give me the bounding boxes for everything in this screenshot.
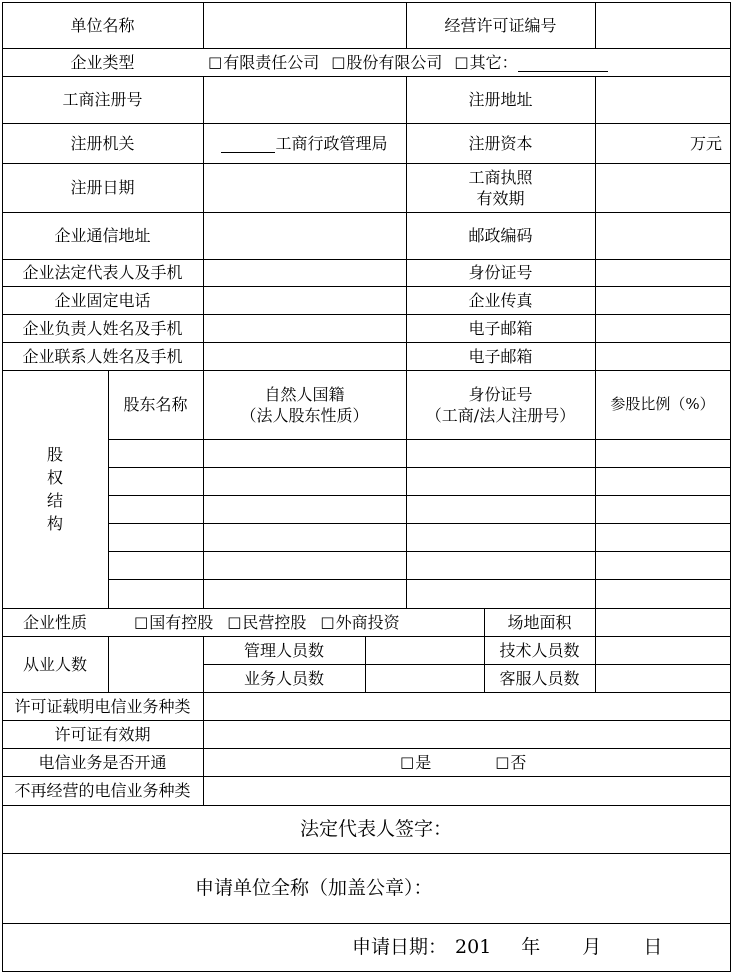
biz-reg-no-field[interactable] — [203, 76, 406, 123]
checkbox-icon[interactable]: □ — [208, 52, 223, 71]
tech-staff-label: 技术人员数 — [499, 640, 580, 660]
license-validity-label: 许可证有效期 — [54, 724, 151, 744]
nationality-cell[interactable] — [203, 467, 406, 495]
staff-count-label: 从业人数 — [22, 654, 87, 674]
checkbox-icon[interactable]: □ — [227, 612, 242, 631]
share-ratio-cell[interactable] — [595, 523, 730, 551]
discontinued-types-label: 不再经营的电信业务种类 — [14, 781, 191, 800]
enterprise-type-label: 企业类型 — [70, 52, 135, 72]
unit-name-field[interactable] — [203, 2, 406, 48]
fax-label: 企业传真 — [468, 290, 533, 310]
service-opened-options — [203, 748, 732, 776]
shareholder-name-cell[interactable] — [108, 495, 203, 523]
postcode-label: 邮政编码 — [468, 226, 533, 245]
date-day: 日 — [643, 935, 663, 958]
option-private: 民营控股 — [242, 612, 307, 632]
share-ratio-cell[interactable] — [595, 467, 730, 495]
license-validity-label: 工商执照 有效期 — [468, 167, 533, 208]
email-label: 电子邮箱 — [468, 318, 533, 338]
email-field[interactable] — [595, 342, 730, 370]
checkbox-icon[interactable]: □ — [495, 752, 510, 771]
business-staff-field[interactable] — [365, 664, 484, 692]
checkbox-icon[interactable]: □ — [320, 612, 335, 631]
other-type-blank[interactable] — [518, 53, 608, 72]
application-date[interactable] — [2, 923, 732, 971]
person-in-charge-field[interactable] — [203, 314, 406, 342]
mail-address-field[interactable] — [203, 212, 406, 259]
enterprise-nature-options — [108, 608, 500, 636]
id-no-label: 身份证号 — [468, 263, 533, 282]
legal-rep-signature[interactable]: 法定代表人签字： — [299, 817, 452, 840]
id-number-cell[interactable] — [406, 495, 595, 523]
shareholder-name-cell[interactable] — [108, 467, 203, 495]
date-year: 年 — [521, 935, 541, 958]
id-number-cell[interactable] — [406, 523, 595, 551]
reg-date-label: 注册日期 — [70, 178, 135, 197]
reg-capital-label: 注册资本 — [468, 133, 533, 153]
application-form — [2, 2, 731, 972]
id-number-header: 身份证号 （工商/法人注册号） — [425, 384, 576, 425]
checkbox-icon[interactable]: □ — [134, 612, 149, 631]
enterprise-nature-label: 企业性质 — [22, 612, 87, 632]
license-no-field[interactable] — [595, 2, 730, 48]
id-no-field[interactable] — [595, 259, 730, 286]
license-no-label: 经营许可证编号 — [444, 15, 557, 35]
share-ratio-cell[interactable] — [595, 579, 730, 608]
date-label: 申请日期： — [352, 935, 448, 958]
site-area-label: 场地面积 — [507, 612, 572, 632]
applicant-full-name[interactable]: 申请单位全称（加盖公章）： — [195, 876, 433, 899]
id-number-cell[interactable] — [406, 467, 595, 495]
option-yes: 是 — [415, 752, 432, 772]
mgmt-staff-label: 管理人员数 — [243, 640, 324, 660]
postcode-field[interactable] — [595, 212, 730, 259]
checkbox-icon[interactable]: □ — [454, 52, 469, 71]
staff-count-field[interactable] — [108, 636, 203, 692]
option-limited-company: 有限责任公司 — [223, 52, 320, 72]
mail-address-label: 企业通信地址 — [54, 226, 151, 245]
nationality-cell[interactable] — [203, 523, 406, 551]
share-ratio-header: 参股比例（%） — [610, 395, 715, 413]
fixed-phone-label: 企业固定电话 — [54, 290, 151, 310]
nationality-cell[interactable] — [203, 439, 406, 467]
reg-date-field[interactable] — [203, 163, 406, 212]
email-label: 电子邮箱 — [468, 346, 533, 366]
option-state-owned: 国有控股 — [149, 612, 214, 632]
option-foreign: 外商投资 — [335, 612, 400, 632]
contact-person-label: 企业联系人姓名及手机 — [22, 346, 183, 366]
person-in-charge-label: 企业负责人姓名及手机 — [22, 318, 183, 338]
discontinued-types-field[interactable] — [203, 776, 730, 805]
reg-authority-blank[interactable] — [221, 134, 275, 153]
shareholder-name-cell[interactable] — [108, 523, 203, 551]
option-joint-stock-company: 股份有限公司 — [346, 52, 443, 72]
capital-unit: 万元 — [689, 133, 722, 153]
id-number-cell[interactable] — [406, 551, 595, 579]
option-other: 其它： — [469, 52, 518, 72]
mgmt-staff-field[interactable] — [365, 636, 484, 664]
share-ratio-cell[interactable] — [595, 439, 730, 467]
email-field[interactable] — [595, 314, 730, 342]
tech-staff-field[interactable] — [595, 636, 730, 664]
share-ratio-cell[interactable] — [595, 551, 730, 579]
reg-address-field[interactable] — [595, 76, 730, 123]
shareholder-name-cell[interactable] — [108, 579, 203, 608]
share-ratio-cell[interactable] — [595, 495, 730, 523]
equity-structure-label: 股 权 结 构 — [46, 445, 63, 533]
nationality-header: 自然人国籍 （法人股东性质） — [240, 384, 369, 425]
date-month: 月 — [582, 935, 602, 958]
nationality-cell[interactable] — [203, 579, 406, 608]
id-number-cell[interactable] — [406, 439, 595, 467]
service-staff-field[interactable] — [595, 664, 730, 692]
reg-authority-label: 注册机关 — [70, 133, 135, 153]
fixed-phone-field[interactable] — [203, 286, 406, 314]
shareholder-name-header: 股东名称 — [123, 395, 188, 414]
reg-authority-suffix: 工商行政管理局 — [275, 133, 388, 153]
biz-reg-no-label: 工商注册号 — [62, 90, 143, 109]
nationality-cell[interactable] — [203, 551, 406, 579]
service-staff-label: 客服人员数 — [499, 668, 580, 688]
license-validity-field[interactable] — [203, 720, 730, 748]
reg-capital-field[interactable] — [595, 123, 730, 163]
site-area-field[interactable] — [595, 608, 730, 636]
legal-rep-field[interactable] — [203, 259, 406, 286]
service-types-field[interactable] — [203, 692, 730, 720]
option-no: 否 — [510, 752, 527, 772]
nationality-cell[interactable] — [203, 495, 406, 523]
reg-address-label: 注册地址 — [468, 90, 533, 109]
checkbox-icon[interactable]: □ — [400, 752, 415, 771]
checkbox-icon[interactable]: □ — [331, 52, 346, 71]
shareholder-name-cell[interactable] — [108, 439, 203, 467]
rule — [2, 971, 731, 972]
enterprise-type-options — [203, 48, 725, 76]
service-types-label: 许可证载明电信业务种类 — [14, 696, 191, 716]
legal-rep-label: 企业法定代表人及手机 — [22, 263, 183, 282]
business-staff-label: 业务人员数 — [243, 668, 324, 688]
contact-person-field[interactable] — [203, 342, 406, 370]
reg-authority-field[interactable] — [203, 123, 406, 163]
service-opened-label: 电信业务是否开通 — [38, 752, 167, 772]
unit-name-label: 单位名称 — [70, 15, 135, 35]
license-validity-field[interactable] — [595, 163, 730, 212]
shareholder-name-cell[interactable] — [108, 551, 203, 579]
id-number-cell[interactable] — [406, 579, 595, 608]
date-year-prefix: 201 — [455, 935, 492, 958]
fax-field[interactable] — [595, 286, 730, 314]
